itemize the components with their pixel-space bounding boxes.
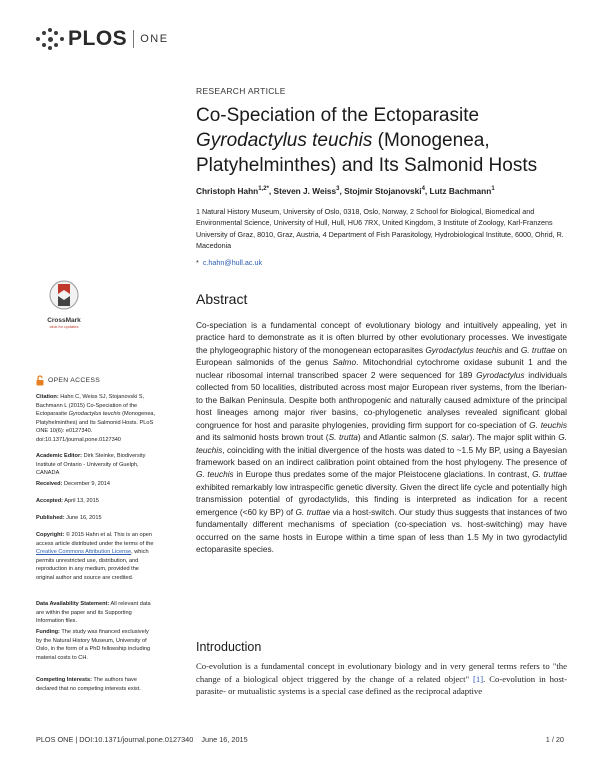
species-name: S. salar [441, 432, 470, 443]
abstract-segment: in Europe thus predates some of the major Pleistocene glaciations. In contrast, [233, 469, 533, 480]
species-name: Salmo [332, 357, 357, 368]
published-date: Published: June 16, 2015 [36, 515, 102, 521]
page-number: 1 / 20 [545, 735, 564, 744]
competing-interests: Competing Interests: The authors have declared that no competing interests exist. [36, 677, 141, 692]
article-type: RESEARCH ARTICLE [196, 86, 286, 96]
species-name: Gyrodactylus teuchis [425, 344, 503, 355]
abstract-heading: Abstract [196, 291, 248, 307]
species-name: G. teuchis [196, 469, 234, 480]
open-lock-icon [36, 375, 44, 386]
crossmark-badge[interactable] [36, 280, 92, 329]
species-name: G. truttae [532, 469, 567, 480]
abstract-text [196, 319, 567, 556]
logo-journal: ONE [140, 33, 169, 45]
introduction-heading: Introduction [196, 640, 262, 654]
species-name: G. teuchis [196, 432, 567, 455]
abstract-segment: ) and Atlantic salmon ( [357, 432, 442, 443]
copyright-block: Copyright: © 2015 Hahn et al. This is an open access article distributed under the terms of the Creative Commons Attribution License, which permits unrestricted use, distribution, and reproduction in any medium, provided the original author and source are credited. [36, 532, 154, 581]
author-name[interactable]: Steven J. Weiss [273, 186, 337, 196]
title-line1: Co-Speciation of the Ectoparasite [196, 105, 480, 126]
corresponding-email [196, 258, 262, 267]
abstract-segment: exhibited remarkably low intraspecific genetic diversity. Given the direct life cycle and potentially high transmission potential of gyrodactylids, this finding is interpreted as indication for a recent emergence (<60 ky BP) of [196, 481, 567, 517]
author-name[interactable]: Lutz Bachmann [429, 186, 492, 196]
affiliations: 1 Natural History Museum, University of Oslo, 0318, Oslo, Norway, 2 School for Biological, Biomedical and Environmental Science, University of Hull, Hull, HU6 7RX, United Kingdom, 3 Institute of Zoology, Karl-Franzens University of Graz, 8010, Graz, Austria, 4 Department of Fish Parasitology, Hydrobiological Institute, 6000, Ohrid, R. Macedonia [196, 207, 564, 250]
abstract-segment: Co-speciation is a fundamental concept of evolutionary biology and intuitively appealing, yet in practice hard to demonstrate as it is often blurred by other evolutionary processes. We investigate the phylogeographic history of the monogenean ectoparasites [196, 320, 567, 355]
logo-divider [133, 30, 134, 48]
abstract-segment: , coinciding with the initial divergence of the hosts was dated to ~1.5 My BP, using a Bayesian framework based on an indirect calibration point obtained from the host phylogeny. The presence of [196, 444, 567, 467]
author-name[interactable]: Christoph Hahn [196, 186, 259, 196]
crossmark-icon [49, 280, 79, 310]
introduction-text: Co-evolution is a fundamental concept in evolutionary biology and in very general terms refers to "the change of a biological object triggered by the change of a related object" [1]. Co-evolution in host-parasite- or mutualistic systems is a special case defined as the reciprocal adaptive [196, 661, 568, 696]
email-mark: * [196, 258, 199, 267]
academic-editor: Academic Editor: Dirk Steinke, Biodiversity Institute of Ontario - University of Guelph, CANADA [36, 453, 146, 477]
plos-dots-icon [36, 28, 64, 50]
footer-citation: PLOS ONE | DOI:10.1371/journal.pone.0127340 June 16, 2015 [36, 735, 248, 744]
abstract-segment: via a host-switch. Our study thus suggests that instances of two fundamentally different mechanisms of speciation (co-speciation vs. host-switching) may have occurred on the same hosts in Europe within a time span of less than 1.5 My in two gyrodactylid ectoparasite species. [196, 506, 568, 555]
article-title [196, 103, 576, 178]
email-link[interactable]: c.hahn@hull.ac.uk [202, 258, 263, 267]
open-access-label: OPEN ACCESS [48, 377, 101, 384]
reference-link[interactable]: [1] [473, 673, 484, 684]
species-name: G. truttae [520, 344, 556, 355]
citation-block: Citation: Hahn C, Weiss SJ, Stojanovski S, Bachmann L (2015) Co-Speciation of the Ectoparasite Gyrodactylus teuchis (Monogenea, Platyhelminthes) and Its Salmonid Hosts. PLoS ONE 10(6): e0127340. doi:10.1371/journal.pone.0127340 [36, 394, 156, 443]
funding-block: Funding: The study was financed exclusively by the Natural History Museum, University of Oslo, in the form of a PhD fellowship including material costs to CH. [36, 629, 151, 661]
abstract-segment: ). The major split within [469, 432, 559, 443]
crossmark-sub: click for updates [49, 324, 79, 329]
title-line3: Platyhelminthes) and Its Salmonid Hosts [196, 155, 538, 176]
license-link[interactable]: Creative Commons Attribution License [36, 549, 132, 556]
logo-brand: PLOS [68, 27, 128, 50]
abstract-segment: on European salmonids of the genus [196, 344, 567, 368]
received-date: Received: December 9, 2014 [36, 481, 111, 487]
abstract-segment: and its salmonid hosts brown trout ( [196, 432, 329, 443]
title-line2: (Monogenea, [372, 130, 490, 151]
abstract-segment: . Mitochondrial cytochrome oxidase subunit 1 and the nuclear ribosomal internal transcribed spacer 2 were sequenced for 189 [196, 357, 567, 380]
data-availability: Data Availability Statement: All relevant data are within the paper and its Supporting Information files. [36, 601, 151, 625]
open-access-badge [36, 375, 100, 386]
title-species: Gyrodactylus teuchis [196, 130, 373, 151]
species-name: S. trutta [328, 432, 358, 443]
species-name: Gyrodactylus [476, 369, 525, 380]
crossmark-label: CrossMark [47, 317, 81, 324]
abstract-segment: and [502, 344, 521, 355]
author-list: Christoph Hahn$^{1,2*}$, Steven J. Weiss$^3$, Stojmir Stojanovski$^4$, Lutz Bachmann$^1$ [196, 186, 495, 196]
abstract-segment: individuals collected from 50 localities, distributed across most major European river systems, from the Iberian- to the Balkan Peninsula. Despite both anthropogenic and naturally caused admixture of the principal host lineages among major river basins, co-phylogenetic analyses revealed significant global congruence for host and parasite phylogenies, providing firm support for co-speciation of [196, 369, 567, 430]
author-name[interactable]: Stojmir Stojanovski [344, 186, 422, 196]
species-name: G. truttae [295, 506, 331, 517]
species-name: G. teuchis [529, 419, 567, 430]
plos-one-logo[interactable] [36, 26, 169, 52]
accepted-date: Accepted: April 13, 2015 [36, 498, 99, 504]
